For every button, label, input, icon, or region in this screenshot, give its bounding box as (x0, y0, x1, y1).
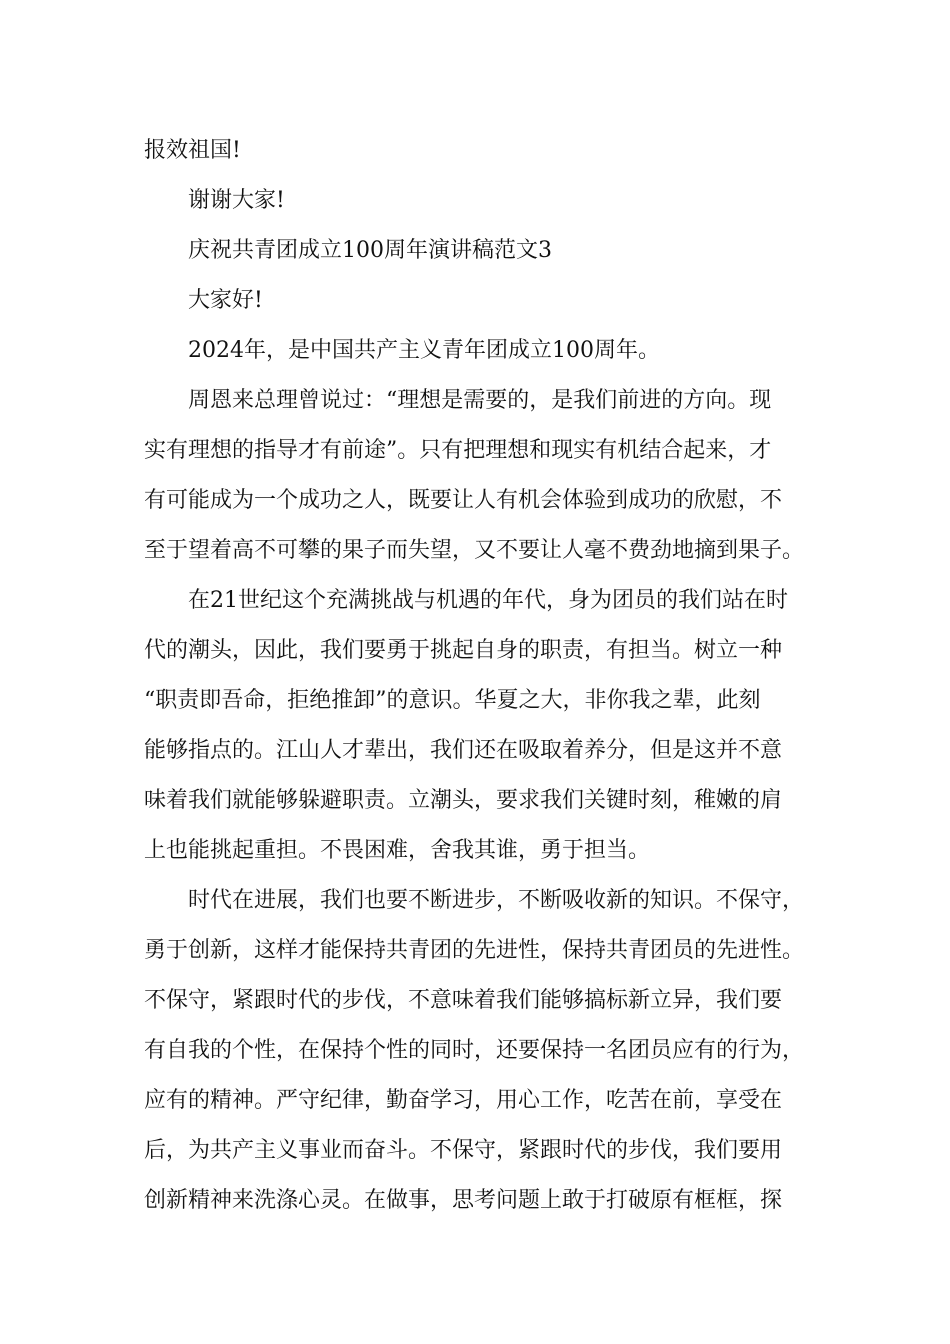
text-line: 不保守，紧跟时代的步伐，不意味着我们能够搞标新立异，我们要 (144, 988, 783, 1013)
text-line: 报效祖国! (144, 138, 241, 163)
text-line: 至于望着高不可攀的果子而失望，又不要让人毫不费劲地摘到果子。 (144, 538, 805, 563)
text-line: 谢谢大家! (188, 188, 285, 213)
text-line: 在21世纪这个充满挑战与机遇的年代，身为团员的我们站在时 (188, 588, 788, 613)
text-line: 周恩来总理曾说过：“理想是需要的，是我们前进的方向。现 (188, 388, 772, 413)
text-line: 勇于创新，这样才能保持共青团的先进性，保持共青团员的先进性。 (144, 938, 805, 963)
heading-line: 庆祝共青团成立100周年演讲稿范文3 (188, 238, 552, 263)
text-line: 上也能挑起重担。不畏困难，舍我其谁，勇于担当。 (144, 838, 651, 863)
text-line: 能够指点的。江山人才辈出，我们还在吸取着养分，但是这并不意 (144, 738, 783, 763)
text-line: 有自我的个性，在保持个性的同时，还要保持一名团员应有的行为， (144, 1038, 805, 1063)
text-line: 后，为共产主义事业而奋斗。不保守，紧跟时代的步伐，我们要用 (144, 1138, 783, 1163)
text-line: 代的潮头，因此，我们要勇于挑起自身的职责，有担当。树立一种 (144, 638, 783, 663)
text-line: “职责即吾命，拒绝推卸”的意识。华夏之大，非你我之辈，此刻 (144, 688, 761, 713)
text-line: 应有的精神。严守纪律，勤奋学习，用心工作，吃苦在前，享受在 (144, 1088, 783, 1113)
text-line: 有可能成为一个成功之人，既要让人有机会体验到成功的欣慰，不 (144, 488, 783, 513)
text-line: 创新精神来洗涤心灵。在做事，思考问题上敢于打破原有框框，探 (144, 1188, 783, 1213)
text-line: 2024年，是中国共产主义青年团成立100周年。 (188, 338, 660, 363)
text-line: 实有理想的指导才有前途”。只有把理想和现实有机结合起来，才 (144, 438, 772, 463)
text-line: 味着我们就能够躲避职责。立潮头，要求我们关键时刻，稚嫩的肩 (144, 788, 783, 813)
text-line: 大家好! (188, 288, 263, 313)
text-line: 时代在进展，我们也要不断进步，不断吸收新的知识。不保守， (188, 888, 805, 913)
